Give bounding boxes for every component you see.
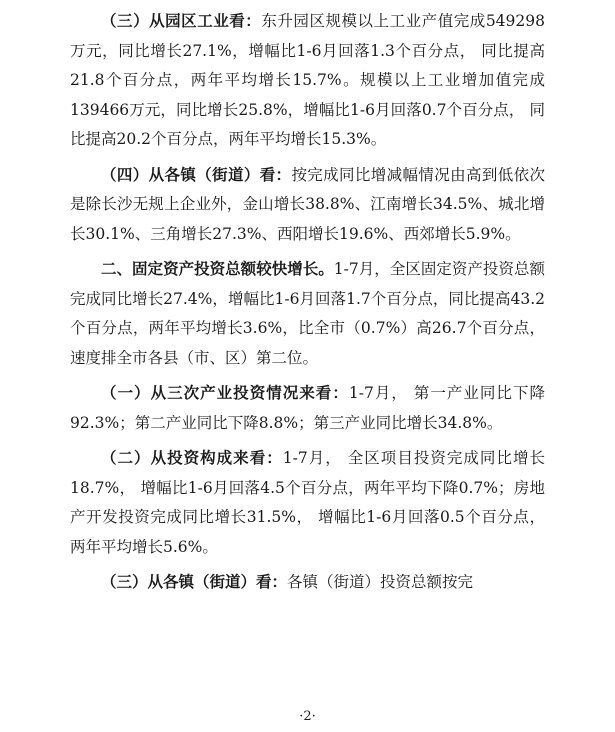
paragraph-industrial-park [70, 6, 545, 155]
paragraph-body: 1-7月，全区固定资产投资总额完成同比增长27.4%，增幅比1-6月回落1.7个百分点，同比提高43.2个百分点，两年平均增长3.6%，比全市（0.7%）高26.7个百分点，速度排全市各县（市、区）第二位。 [70, 260, 545, 367]
paragraph-body: 各镇（街道）投资总额按完 [287, 573, 474, 591]
paragraph-body: 1-7月， 第一产业同比下降92.3%；第二产业同比下降8.8%；第三产业同比增长34.8%。 [70, 384, 545, 432]
paragraph-heading: （二）从投资构成来看： [101, 448, 283, 467]
paragraph-body: 1-7月， 全区项目投资完成同比增长18.7%， 增幅比1-6月回落4.5个百分点，两年平均下降0.7%；房地产开发投资完成同比增长31.5%， 增幅比1-6月回落0.5个百分点，两年平均增长5.6%。 [70, 449, 545, 556]
paragraph-body: 按完成同比增减幅情况由高到低依次是除长沙无规上企业外，金山增长38.8%、江南增长34.5%、城北增长30.1%、三角增长27.3%、西阳增长19.6%、西郊增长5.9%。 [70, 165, 545, 243]
paragraph-investment-composition [70, 443, 545, 562]
page-number: ·2· [299, 709, 316, 724]
paragraph-heading: （一）从三次产业投资情况来看： [101, 383, 349, 402]
paragraph-towns-investment [70, 567, 545, 598]
paragraph-body: 东升园区规模以上工业产值完成549298万元，同比增长27.1%，增幅比1-6月回落1.3个百分点， 同比提高21.8个百分点，两年平均增长15.7%。规模以上工业增加值完成139466万元，同比增长25.8%，增幅比1-6月回落0.7个百分点， 同比提高20.2个百分点，两年平均增长15.3%。 [70, 12, 545, 148]
section-heading: 二、固定资产投资总额较快增长。 [101, 259, 334, 278]
paragraph-fixed-asset-investment [70, 254, 545, 373]
paragraph-heading: （三）从园区工业看： [101, 11, 262, 30]
paragraph-three-industries [70, 378, 545, 438]
paragraph-towns [70, 160, 545, 250]
paragraph-heading: （四）从各镇（街道）看： [101, 164, 292, 184]
paragraph-heading: （三）从各镇（街道）看： [101, 572, 288, 591]
